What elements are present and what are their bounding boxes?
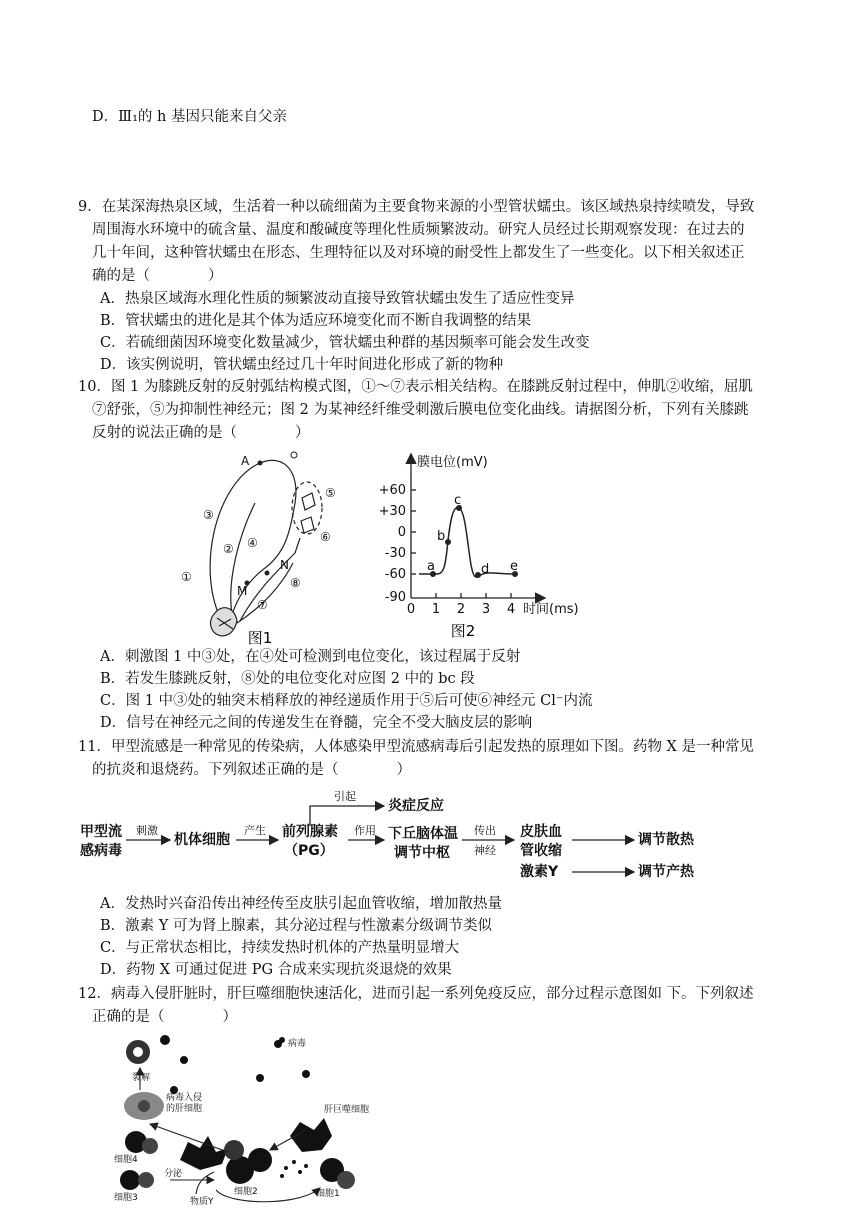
node-skin-line1: 皮肤血 [520, 824, 562, 840]
fig2-ytick-m90: -90 [384, 590, 406, 605]
fever-mechanism-diagram [78, 786, 698, 886]
q11-option-d: D．药物 X 可通过促进 PG 合成来实现抗炎退烧的效果 [100, 962, 452, 978]
node-virus-line2: 感病毒 [80, 843, 122, 859]
q11-option-a: A．发热时兴奋沿传出神经传至皮肤引起血管收缩，增加散热量 [100, 896, 502, 912]
fig1-label-2: ② [223, 542, 234, 556]
fig1-label-6: ⑥ [320, 530, 331, 544]
fig1-label-m: M [237, 584, 248, 598]
q9-option-d: D．该实例说明，管状蠕虫经过几十年时间进化形成了新的物种 [100, 357, 504, 373]
q9-stem-line-2: 周围海水环境中的硫含量、温度和酸碱度等理化性质频繁波动。研究人员经过长期观察发现：在过去的 [92, 222, 745, 238]
fig2-point-b: b [437, 529, 446, 544]
fig1-label-7: ⑦ [257, 598, 268, 612]
fig2-caption: 图2 [450, 622, 476, 640]
fig1-caption: 图1 [247, 629, 273, 647]
q11-stem-line-1: 11．甲型流感是一种常见的传染病，人体感染甲型流感病毒后引起发热的原理如下图。药物 X 是一种常见 [78, 739, 754, 755]
label-substance-y: 物质Y [190, 1197, 214, 1207]
node-hormone-y: 激素Y [520, 864, 559, 880]
q11-stem-line-2: 的抗炎和退烧药。下列叙述正确的是（ ） [92, 762, 411, 778]
fig1-label-a: A [241, 454, 250, 468]
fig2-ytick-m30: -30 [384, 546, 406, 561]
q9-option-b: B．管状蠕虫的进化是其个体为适应环境变化而不断自我调整的结果 [100, 313, 532, 329]
q12-stem-line-1: 12．病毒入侵肝脏时，肝巨噬细胞快速活化，进而引起一系列免疫反应，部分过程示意图如 下。下列叙述 [78, 986, 754, 1002]
q12-stem-line-2: 正确的是（ ） [92, 1009, 237, 1025]
q10-stem-line-3: 反射的说法正确的是（ ） [92, 425, 310, 441]
membrane-potential-figure [375, 450, 615, 645]
fig2-point-a: a [427, 559, 435, 574]
fig1-label-5: ⑤ [325, 486, 336, 500]
label-lysis: 裂解 [132, 1073, 151, 1083]
label-infected-cell-line1: 病毒入侵 [166, 1093, 203, 1103]
fig2-point-c: c [454, 493, 462, 508]
fig2-ytick-60: +60 [378, 483, 406, 498]
q9-option-a: A．热泉区域海水理化性质的频繁波动直接导致管状蠕虫发生了适应性变异 [100, 291, 575, 307]
fig2-xlabel: 时间(ms) [523, 602, 579, 617]
fig2-xtick-2: 2 [456, 602, 466, 617]
node-body-cells: 机体细胞 [174, 832, 230, 848]
q11-option-c: C．与正常状态相比，持续发热时机体的产热量明显增大 [100, 940, 460, 956]
arrow-label-efferent-2: 神经 [474, 844, 496, 857]
q10-option-d: D．信号在神经元之间的传递发生在脊髓，完全不受大脑皮层的影响 [100, 715, 533, 731]
node-hypothalamus-line2: 调节中枢 [394, 845, 450, 861]
q9-option-c: C．若硫细菌因环境变化数量减少，管状蠕虫种群的基因频率可能会发生改变 [100, 335, 590, 351]
q10-stem-line-1: 10．图 1 为膝跳反射的反射弧结构模式图，①～⑦表示相关结构。在膝跳反射过程中，伸肌②收缩，屈肌 [78, 379, 753, 395]
q10-option-c: C．图 1 中③处的轴突末梢释放的神经递质作用于⑤后可使⑥神经元 Cl⁻内流 [100, 693, 593, 709]
label-cell-1: 细胞1 [316, 1189, 340, 1199]
fig1-label-4: ④ [247, 536, 258, 550]
fig2-point-d: d [481, 562, 490, 577]
point-a-dot [258, 461, 263, 466]
fig2-xtick-0: 0 [406, 602, 416, 617]
label-cell-2: 细胞2 [234, 1187, 258, 1197]
fig2-xtick-4: 4 [506, 602, 516, 617]
fig2-ytick-m60: -60 [384, 567, 406, 582]
fig2-point-e: e [510, 559, 518, 574]
fig2-xtick-3: 3 [481, 602, 491, 617]
node-skin-line2: 管收缩 [520, 843, 562, 859]
arrow-label-efferent-1: 传出 [474, 824, 496, 837]
q11-option-b: B．激素 Y 可为肾上腺素，其分泌过程与性激素分级调节类似 [100, 918, 492, 934]
q10-stem-line-2: ⑦舒张，⑤为抑制性神经元；图 2 为某神经纤维受刺激后膜电位变化曲线。请据图分析，下列有关膝跳 [92, 402, 749, 418]
node-heat-production: 调节产热 [638, 864, 694, 880]
fig2-xtick-1: 1 [431, 602, 441, 617]
node-pg-line2: （PG） [284, 843, 334, 859]
label-kupffer-cell: 肝巨噬细胞 [324, 1105, 370, 1115]
q10-option-a: A．刺激图 1 中③处，在④处可检测到电位变化，该过程属于反射 [100, 649, 521, 665]
label-virus: 病毒 [288, 1039, 307, 1049]
label-secrete: 分泌 [164, 1169, 183, 1179]
fig1-label-n: N [280, 558, 289, 572]
node-hypothalamus-line1: 下丘脑体温 [388, 826, 458, 842]
node-inflammation: 炎症反应 [388, 798, 444, 814]
q9-stem-line-3: 几十年间，这种管状蠕虫在形态、生理特征以及对环境的耐受性上都发生了一些变化。以下相关叙述正 [92, 245, 745, 261]
fig2-ylabel: 膜电位(mV) [417, 455, 488, 470]
arrow-label-act: 作用 [354, 824, 376, 837]
reflex-arc-figure [175, 443, 355, 648]
arrow-label-produce: 产生 [244, 824, 266, 837]
label-cell-4: 细胞4 [114, 1155, 138, 1165]
q9-stem-line-1: 9．在某深海热泉区域，生活着一种以硫细菌为主要食物来源的小型管状蠕虫。该区域热泉持续喷发，导致 [78, 199, 755, 215]
arrow-label-stimulate: 刺激 [136, 824, 158, 837]
node-pg-line1: 前列腺素 [282, 824, 338, 840]
fig2-ytick-30: +30 [378, 504, 406, 519]
label-infected-cell-line2: 的肝细胞 [166, 1104, 203, 1114]
immune-response-figure [110, 1030, 370, 1210]
fig1-label-1: ① [181, 570, 192, 584]
node-heat-loss: 调节散热 [638, 832, 694, 848]
arrow-label-cause: 引起 [334, 790, 356, 803]
node-virus-line1: 甲型流 [80, 824, 122, 840]
q10-option-b: B．若发生膝跳反射，⑧处的电位变化对应图 2 中的 bc 段 [100, 671, 475, 687]
label-cell-3: 细胞3 [114, 1193, 138, 1203]
fig2-ytick-0: 0 [397, 525, 406, 540]
q9-stem-line-4: 确的是（ ） [92, 268, 223, 284]
prev-option-d: D．Ⅲ₁的 h 基因只能来自父亲 [92, 109, 287, 125]
fig1-label-8: ⑧ [290, 576, 301, 590]
fig1-label-3: ③ [203, 508, 214, 522]
